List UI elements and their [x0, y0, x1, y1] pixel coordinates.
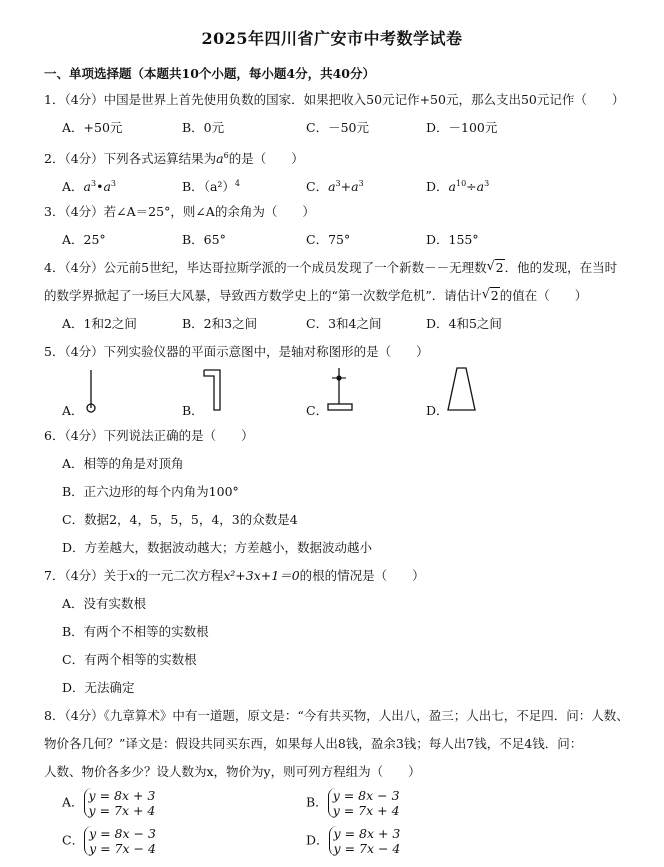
pipe-bend-figure: [200, 366, 230, 416]
question-5: 5．（4分）下列实验仪器的平面示意图中，是轴对称图形的是（ ）: [44, 344, 429, 359]
q7-option-b[interactable]: B．有两个不相等的实数根: [62, 624, 209, 639]
q7-option-c[interactable]: C．有两个相等的实数根: [62, 652, 197, 667]
q2-option-a[interactable]: A．$a^3•a^3$: [62, 179, 116, 194]
q5-option-a[interactable]: A．: [62, 403, 84, 418]
q6-option-c[interactable]: C．数据2，4，5，5，5，4，3的众数是4: [62, 512, 298, 527]
q8-option-c[interactable]: C． y = 8x − 3 y = 7x − 4: [62, 826, 156, 856]
q1-option-d[interactable]: D．－100元: [426, 120, 498, 135]
question-6: 6．（4分）下列说法正确的是（ ）: [44, 428, 254, 443]
q8-option-a[interactable]: A． y = 8x + 3 y = 7x + 4: [62, 788, 156, 818]
q2-option-d[interactable]: D．$a^{10}\div a^3$: [426, 179, 490, 194]
q5-option-d[interactable]: D．: [426, 403, 449, 418]
q3-option-b[interactable]: B．65°: [182, 232, 226, 247]
q1-option-b[interactable]: B．0元: [182, 120, 225, 135]
beaker-figure: [446, 366, 480, 416]
question-1: 1．（4分）中国是世界上首先使用负数的国家．如果把收入50元记作+50元，那么支出50元记作（ ）: [44, 92, 625, 107]
sqrt-2: √ 2: [487, 260, 505, 276]
test-tube-figure: [78, 366, 108, 416]
question-8-line-3: 人数、物价各多少？设人数为x，物价为y，则可列方程组为（ ）: [44, 764, 421, 779]
q7-option-d[interactable]: D．无法确定: [62, 680, 135, 695]
equation-system: y = 8x + 3 y = 7x + 4: [84, 788, 156, 818]
equation-system: y = 8x + 3 y = 7x − 4: [329, 826, 401, 856]
sqrt-2: √ 2: [482, 288, 500, 304]
q2-option-b[interactable]: B．$(a^2)^4$: [182, 179, 240, 194]
section-heading: 一、单项选择题（本题共10个小题，每小题4分，共40分）: [44, 66, 375, 81]
q4-option-c[interactable]: C．3和4之间: [306, 316, 382, 331]
question-8-line-2: 物价各几何？”译文是：假设共同买东西，如果每人出8钱，盈余3钱；每人出7钱，不足4钱．问：: [44, 736, 583, 751]
q3-option-c[interactable]: C．75°: [306, 232, 351, 247]
question-7: 7．（4分）关于x的一元二次方程x²+3x+1＝0的根的情况是（ ）: [44, 568, 425, 583]
q6-option-a[interactable]: A．相等的角是对顶角: [62, 456, 184, 471]
page-title: 2025年四川省广安市中考数学试卷: [201, 29, 463, 48]
iron-stand-figure: [322, 366, 362, 416]
question-3: 3．（4分）若∠A＝25°，则∠A的余角为（ ）: [44, 204, 315, 219]
q8-option-d[interactable]: D． y = 8x + 3 y = 7x − 4: [306, 826, 401, 856]
equation-system: y = 8x − 3 y = 7x + 4: [328, 788, 400, 818]
equation-system: y = 8x − 3 y = 7x − 4: [84, 826, 156, 856]
q2-option-c[interactable]: C．$a^3+a^3$: [306, 179, 364, 194]
question-4-line-1: 4．（4分）公元前5世纪，毕达哥拉斯学派的一个成员发现了一个新数－－无理数√ 2．他的发现，在当时: [44, 260, 617, 276]
q6-option-b[interactable]: B．正六边形的每个内角为100°: [62, 484, 239, 499]
q8-option-b[interactable]: B． y = 8x − 3 y = 7x + 4: [306, 788, 400, 818]
question-8-line-1: 8．（4分）《九章算术》中有一道题，原文是：“今有共买物，人出八，盈三；人出七，不足四．问：人数、: [44, 708, 629, 723]
q4-option-d[interactable]: D．4和5之间: [426, 316, 502, 331]
q7-option-a[interactable]: A．没有实数根: [62, 596, 147, 611]
q5-option-c[interactable]: C．: [306, 403, 329, 418]
q6-option-d[interactable]: D．方差越大，数据波动越大；方差越小，数据波动越小: [62, 540, 373, 555]
question-4-line-2: 的数学界掀起了一场巨大风暴，导致西方数学史上的“第一次数学危机”．请估计√ 2的值在（ ）: [44, 288, 587, 304]
question-2: 2．（4分）下列各式运算结果为$a^6$的是（ ）: [44, 151, 304, 166]
q4-option-b[interactable]: B．2和3之间: [182, 316, 258, 331]
q1-option-c[interactable]: C．－50元: [306, 120, 369, 135]
q3-option-a[interactable]: A．25°: [62, 232, 106, 247]
q3-option-d[interactable]: D．155°: [426, 232, 479, 247]
q1-option-a[interactable]: A．+50元: [62, 120, 123, 135]
q4-option-a[interactable]: A．1和2之间: [62, 316, 137, 331]
q5-option-b[interactable]: B．: [182, 403, 204, 418]
